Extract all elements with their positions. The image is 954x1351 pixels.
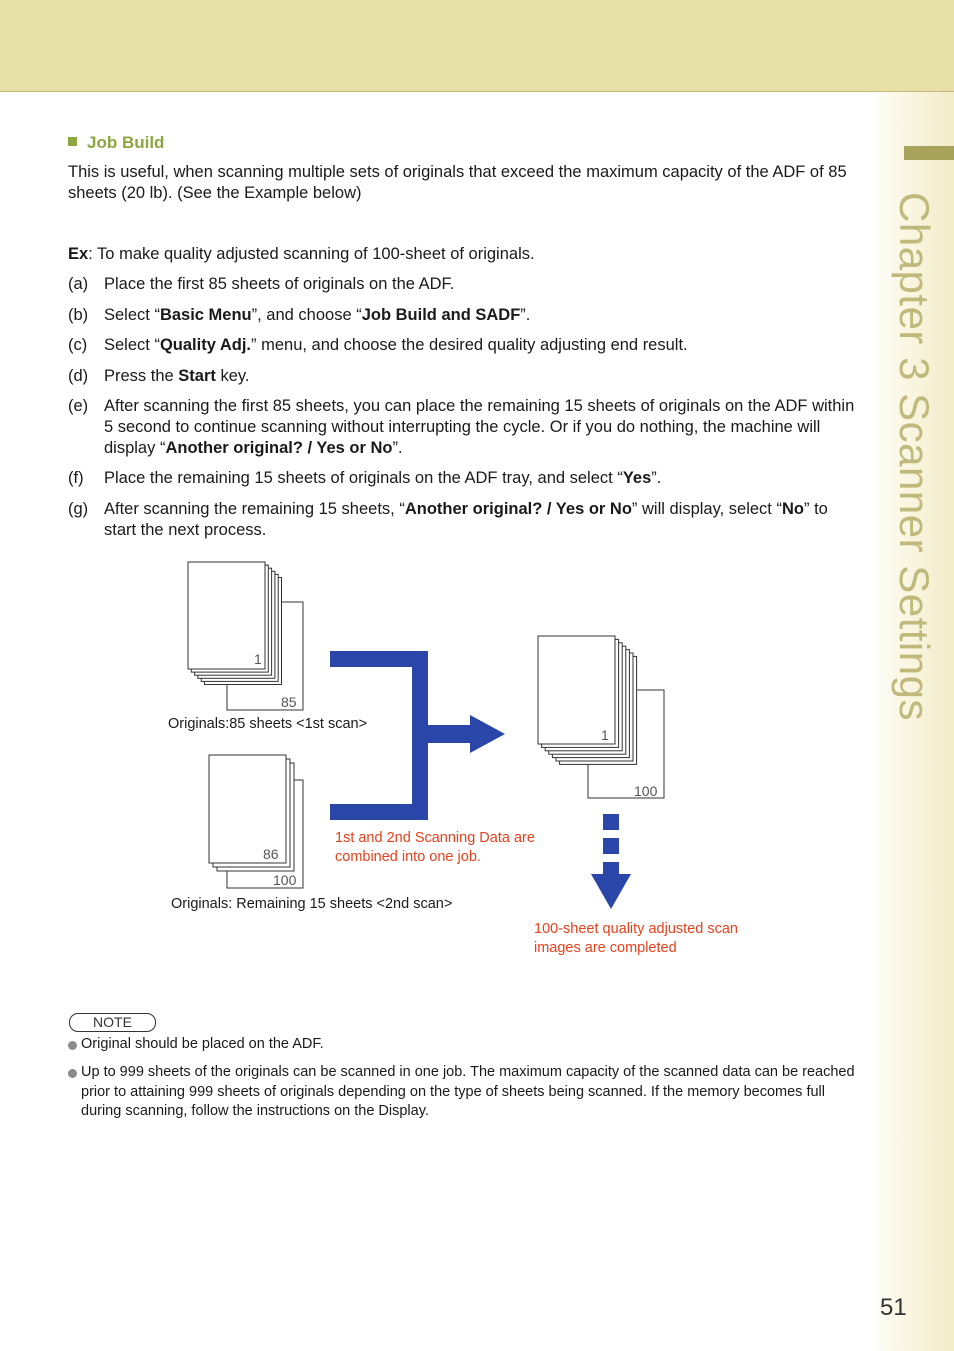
- note-badge: NOTE: [69, 1013, 156, 1032]
- stack-85-sheets: [188, 562, 303, 710]
- step-letter: (a): [68, 275, 89, 293]
- down-arrow-icon: [591, 862, 631, 909]
- stack3-top-number: 1: [601, 727, 609, 743]
- intro-paragraph: This is useful, when scanning multiple sets of originals that exceed the maximum capacity of the ADF of 85 sheets (20 lb). (See the Example below): [68, 163, 847, 202]
- step-keyword: Job Build and SADF: [361, 306, 521, 324]
- bullet-dot-icon: [68, 1069, 77, 1078]
- note-item-2: [68, 1063, 858, 1122]
- step-keyword: Yes: [622, 469, 652, 487]
- step-text-part: After scanning the remaining 15 sheets, “: [104, 500, 405, 518]
- note-item-1: [68, 1035, 858, 1055]
- step-text-part: Press the: [104, 367, 179, 385]
- stack2-top-number: 86: [263, 846, 279, 862]
- stack1-top-number: 1: [254, 651, 262, 667]
- stack-100-sheets: [538, 636, 664, 798]
- stack-15-sheets: [209, 755, 303, 888]
- step-text-part: ” will display, select “: [631, 500, 782, 518]
- step-text-part: ” to start the next process.: [104, 500, 828, 539]
- stack2-caption: Originals: Remaining 15 sheets <2nd scan>: [171, 896, 453, 912]
- step-text-part: ”.: [520, 306, 531, 324]
- combine-bracket: [330, 651, 428, 820]
- complete-note-line1: 100-sheet quality adjusted scan: [534, 921, 738, 937]
- example-text: : To make quality adjusted scanning of 100-sheet of originals.: [88, 245, 535, 263]
- page-number: 51: [880, 1294, 907, 1321]
- combined-note-line2: combined into one job.: [335, 849, 481, 865]
- step-keyword: Basic Menu: [159, 306, 252, 324]
- step-keyword: Start: [178, 367, 216, 385]
- stack1-caption: Originals:85 sheets <1st scan>: [168, 716, 368, 732]
- step-text-part: ”.: [651, 469, 662, 487]
- step-text-part: key.: [215, 367, 250, 385]
- combined-note-line1: 1st and 2nd Scanning Data are: [335, 830, 535, 846]
- section-title-text: Job Build: [87, 133, 165, 152]
- dash-block-2: [603, 838, 619, 854]
- step-text-part: ”, and choose “: [251, 306, 362, 324]
- note-item-text: Up to 999 sheets of the originals can be scanned in one job. The maximum capacity of the scanned data can be reached prior to attaining 999 sheets of originals depending on the type of sheets being scanned. If the memory becomes full during scanning, follow the instructions on the Display.: [81, 1064, 855, 1119]
- step-text-part: Place the first 85 sheets of originals on the ADF.: [104, 275, 455, 293]
- step-keyword: Another original? / Yes or No: [165, 439, 393, 457]
- step-keyword: Another original? / Yes or No: [404, 500, 632, 518]
- complete-note-line2: images are completed: [534, 940, 677, 956]
- step-text-part: After scanning the first 85 sheets, you can place the remaining 15 sheets of originals on the ADF within 5 second to continue scanning without interrupting the cycle. Or if you do nothing, the machine will display “: [104, 397, 855, 457]
- right-arrow-icon: [428, 715, 505, 753]
- step-letter: (c): [68, 336, 88, 354]
- step-text-part: Select “: [104, 306, 160, 324]
- bullet-dot-icon: [68, 1041, 77, 1050]
- step-text-part: ”.: [392, 439, 403, 457]
- example-label: Ex: [68, 245, 89, 263]
- step-text-part: Select “: [104, 336, 160, 354]
- step-letter: (b): [68, 306, 89, 324]
- step-letter: (d): [68, 367, 89, 385]
- stack1-bottom-number: 85: [281, 694, 297, 710]
- step-text-part: ” menu, and choose the desired quality adjusting end result.: [251, 336, 688, 354]
- chapter-label: Chapter 3 Scanner Settings: [891, 192, 938, 721]
- step-keyword: No: [781, 500, 804, 518]
- step-keyword: Quality Adj.: [159, 336, 252, 354]
- step-letter: (f): [68, 469, 84, 487]
- dash-block-1: [603, 814, 619, 830]
- step-letter: (e): [68, 397, 89, 415]
- note-item-text: Original should be placed on the ADF.: [81, 1036, 324, 1052]
- step-text-part: Place the remaining 15 sheets of originals on the ADF tray, and select “: [104, 469, 623, 487]
- stack3-bottom-number: 100: [634, 783, 658, 799]
- step-letter: (g): [68, 500, 89, 518]
- stack2-bottom-number: 100: [273, 872, 297, 888]
